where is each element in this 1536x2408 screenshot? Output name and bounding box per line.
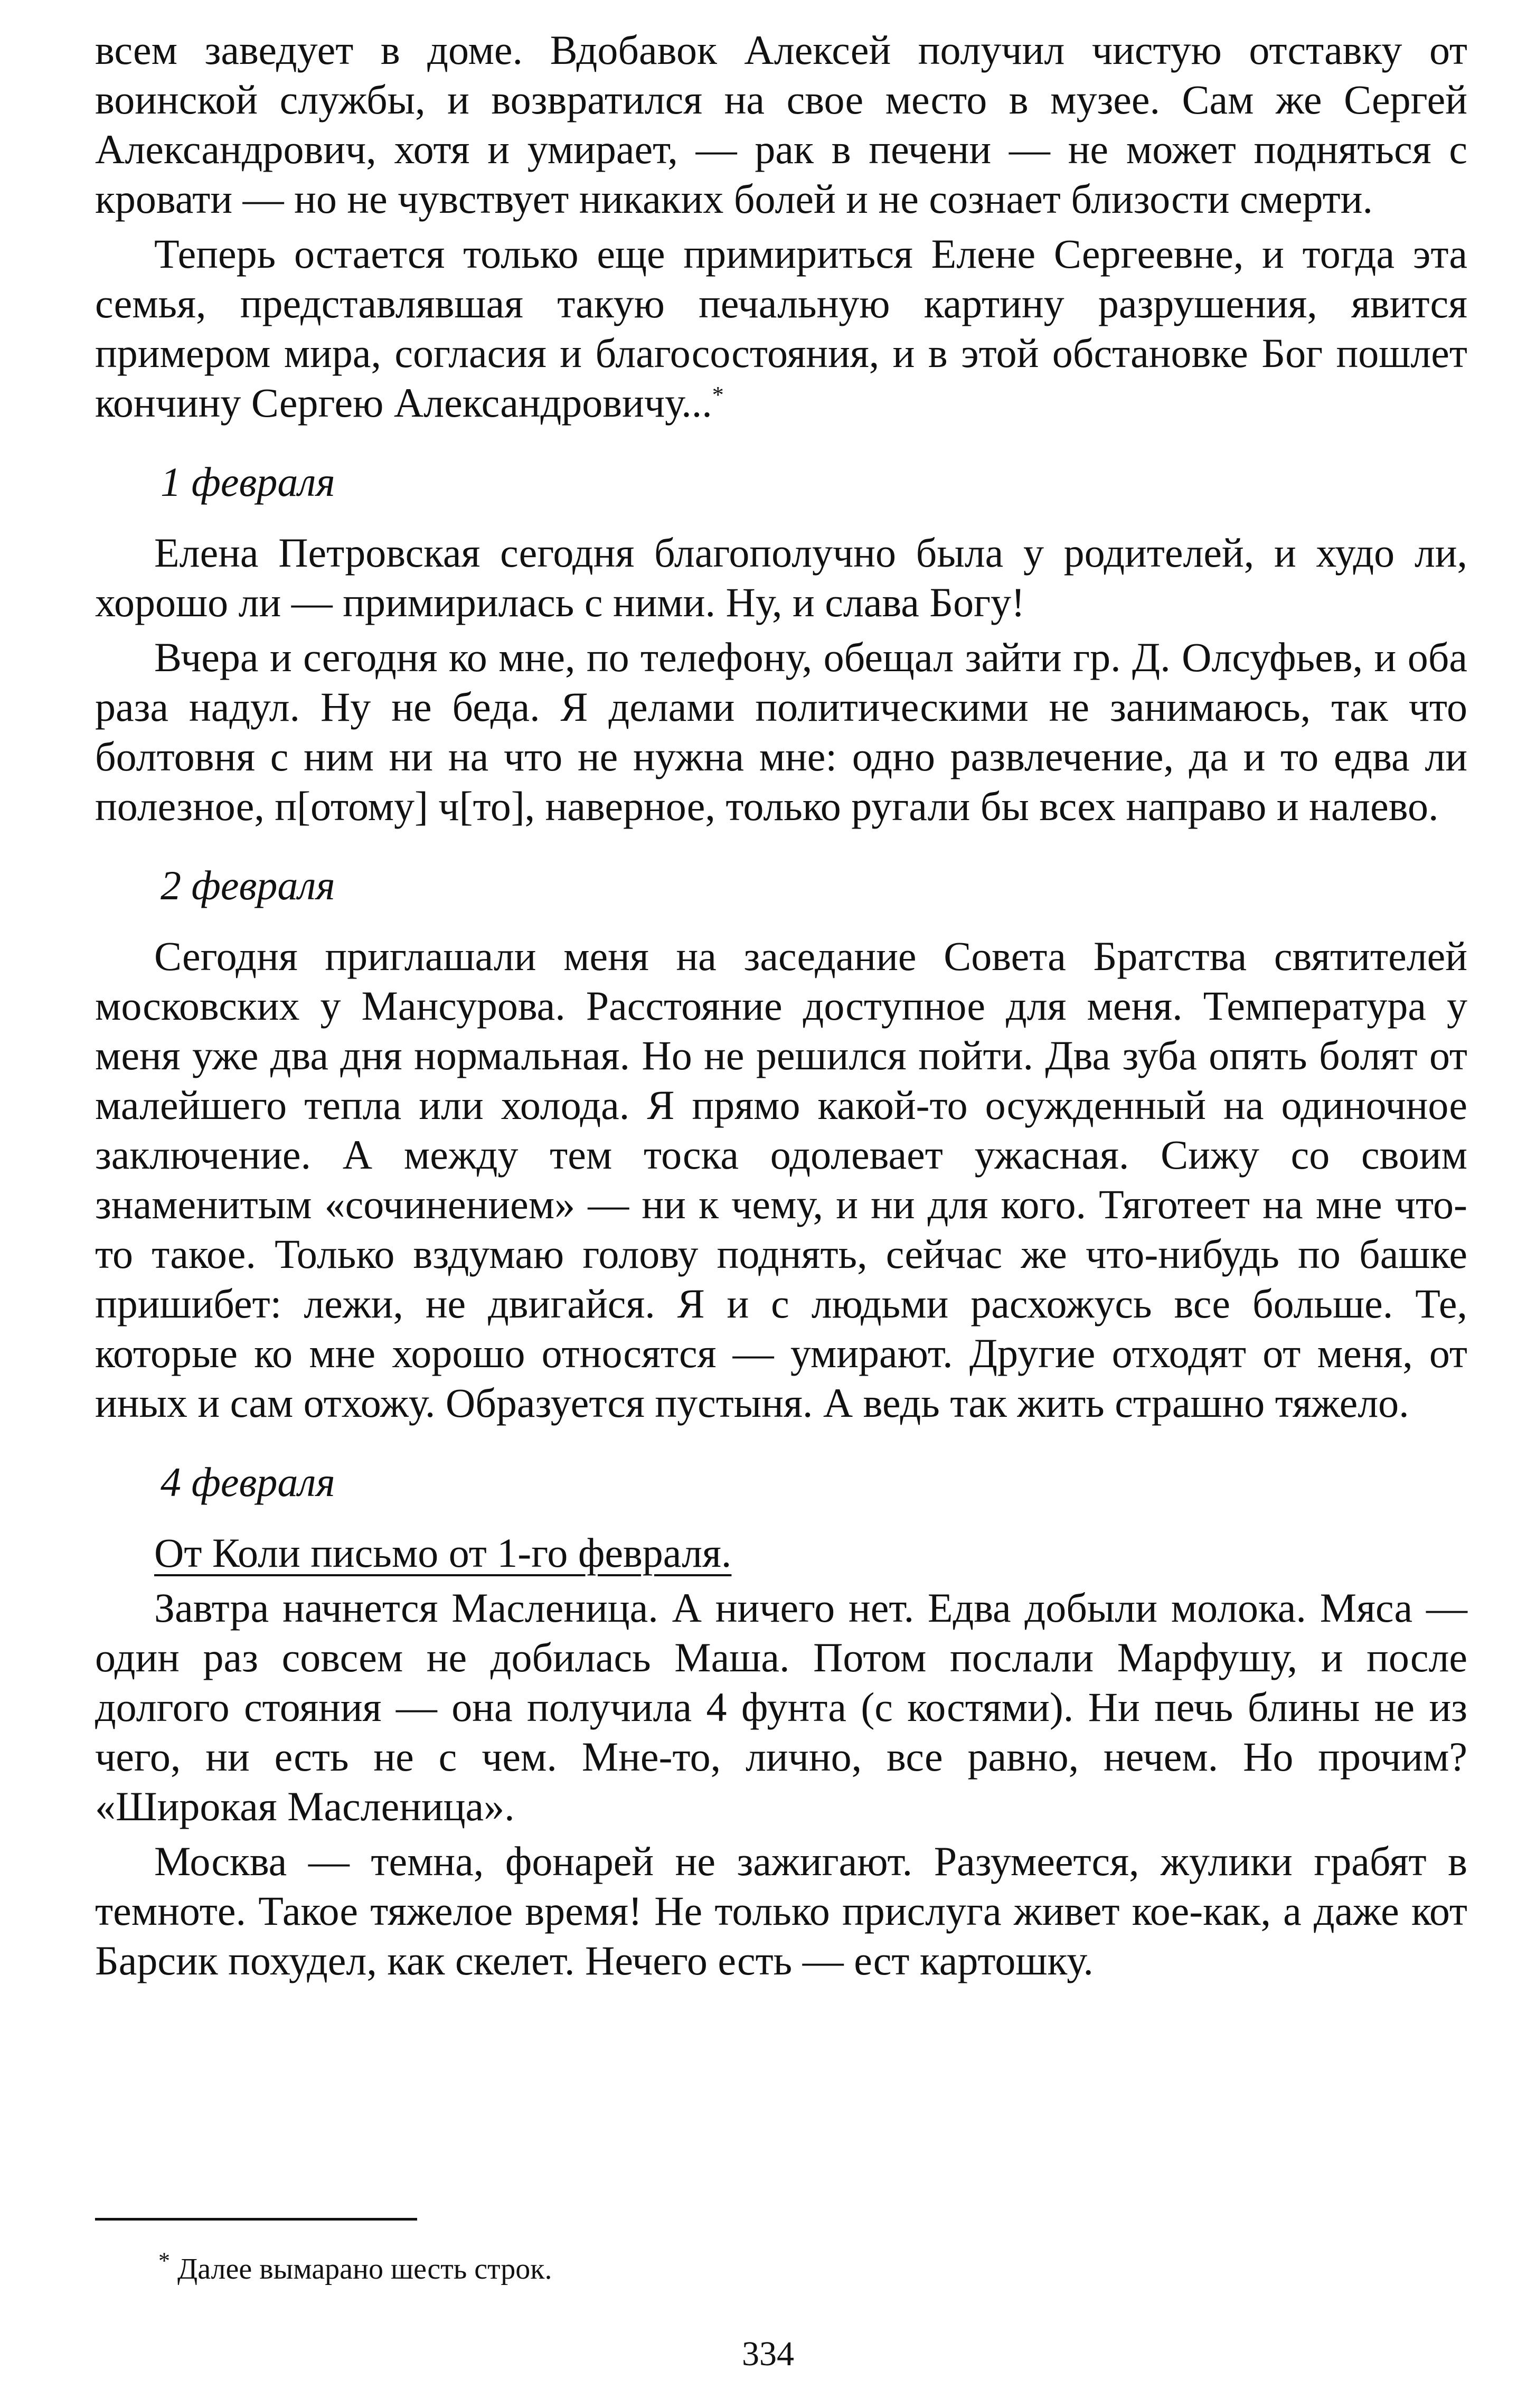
main-text — [95, 25, 1467, 1986]
paragraph — [95, 229, 1467, 428]
paragraph-text: Теперь остается только еще примириться Елене Сергеевне, и тогда эта семья, представлявшая такую печальную картину разрушения, явится примером мира, согласия и благосостояния, и в этой обстановке Бог пошлет кончину Сергею Александровичу... — [95, 231, 1467, 426]
paragraph: Сегодня приглашали меня на заседание Совета Братства святителей московских у Мансурова. Расстояние доступное для меня. Температура у меня уже два дня нормальная. Но не решился пойти. Два зуба опять болят от малейшего тепла или холода. Я прямо какой-то осужденный на одиночное заключение. А между тем тоска одолевает ужасная. Сижу со своим знаменитым «сочинением» — ни к чему, и ни для кого. Тяготеет на мне что-то такое. Только вздумаю голову поднять, сейчас же что-нибудь по башке пришибет: лежи, не двигайся. Я и с людьми расхожусь все больше. Те, которые ко мне хорошо относятся — умирают. Другие отходят от меня, от иных и сам отхожу. Образуется пустыня. А ведь так жить страшно тяжело. — [95, 933, 1467, 1426]
entry-date-heading: 4 февраля — [161, 1459, 335, 1505]
footnote-reference: * — [712, 382, 724, 408]
entry-date-heading: 2 февраля — [161, 862, 335, 908]
paragraph: Елена Петровская сегодня благополучно была у родителей, и худо ли, хорошо ли — примирилась с ними. Ну, и слава Богу! — [95, 530, 1467, 625]
paragraph-text: всем заведует в доме. Вдобавок Алексей получил чистую отставку от воинской службы, и возвратился на свое место в музее. Сам же Сергей Александрович, хотя и умирает, — рак в печени — не может подняться с кровати — но не чувствует никаких болей и не сознает близости смерти. — [95, 27, 1467, 222]
paragraph: Москва — темна, фонарей не зажигают. Разумеется, жулики грабят в темноте. Такое тяжелое время! Не только прислуга живет кое-как, а даже кот Барсик похудел, как скелет. Нечего есть — ест картошку. — [95, 1838, 1467, 1983]
entry-date-heading: 1 февраля — [161, 459, 335, 505]
footnote-text: Далее вымарано шесть строк. — [177, 2253, 552, 2285]
page-number: 334 — [742, 2335, 794, 2373]
paragraph: Завтра начнется Масленица. А ничего нет. Едва добыли молока. Мяса — один раз совсем не добилась Маша. Потом послали Марфушу, и после долгого стояния — она получила 4 фунта (с костями). Ни печь блины не из чего, ни есть не с чем. Мне-то, лично, все равно, нечем. Но прочим? «Широкая Масленица». — [95, 1585, 1467, 1829]
paragraph-continuation — [95, 25, 1467, 224]
footnote-divider — [95, 2218, 417, 2221]
paragraph: Вчера и сегодня ко мне, по телефону, обещал зайти гр. Д. Олсуфьев, и оба раза надул. Ну не беда. Я делами политическими не занимаюсь, так что болтовня с ним ни на что не нужна мне: одно развлечение, да и то едва ли полезное, п[отому] ч[то], наверное, только ругали бы всех направо и налево. — [95, 634, 1467, 829]
underlined-text: От Коли письмо от 1-го февраля. — [154, 1530, 732, 1576]
footnote — [158, 2247, 552, 2288]
footnote-mark: * — [158, 2247, 170, 2274]
underlined-note — [95, 1528, 1467, 1578]
